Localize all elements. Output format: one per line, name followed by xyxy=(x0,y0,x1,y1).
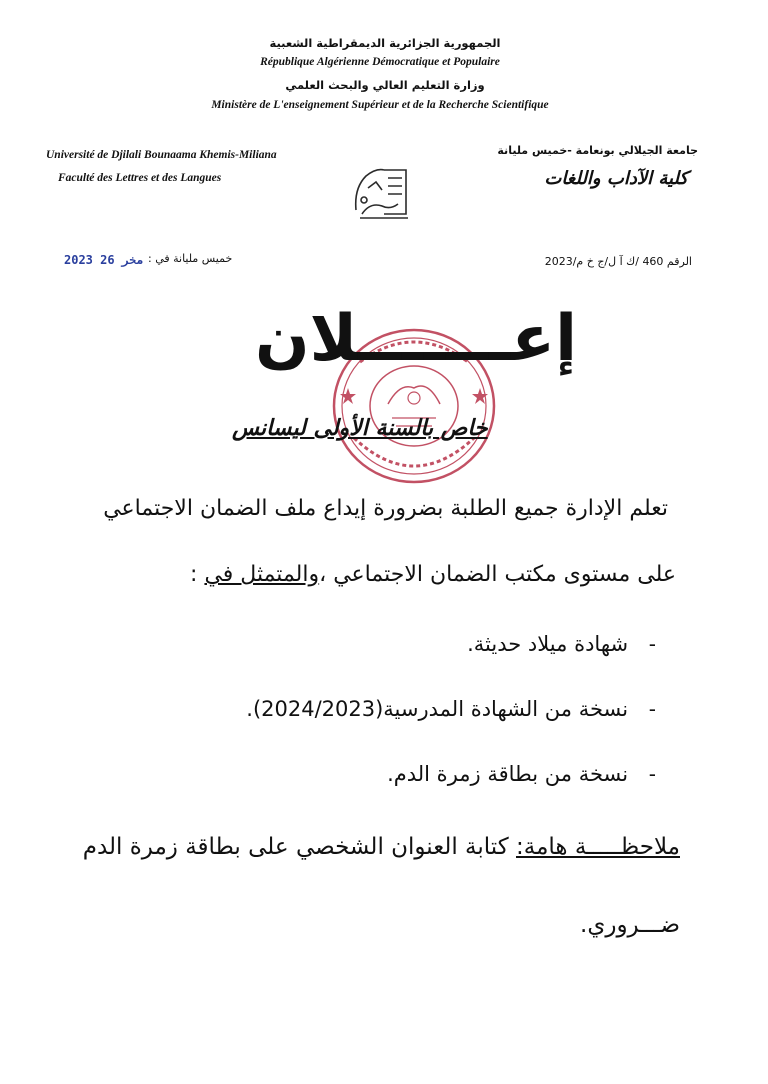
announcement-subtitle: خاص بالسنة الأولى ليسانس xyxy=(232,415,488,441)
reference-number: الرقم 460 /ك آ ل/ج خ م/2023 xyxy=(544,255,692,268)
list-item xyxy=(387,762,656,786)
body-paragraph-1: تعلم الإدارة جميع الطلبة بضرورة إيداع ملف الضمان الاجتماعي xyxy=(103,496,668,521)
list-item xyxy=(246,697,656,721)
republic-fr: République Algérienne Démocratique et Populaire xyxy=(260,56,500,68)
paragraph-2-underlined: والمتمثل في xyxy=(204,562,320,587)
place-date-label: خميس مليانة في : xyxy=(148,252,233,265)
faculty-name-fr: Faculté des Lettres et des Langues xyxy=(58,172,222,184)
list-bullet: - xyxy=(648,762,656,786)
list-bullet: - xyxy=(648,632,656,656)
list-item-text: نسخة من بطاقة زمرة الدم. xyxy=(387,762,629,786)
university-logo-icon xyxy=(346,158,422,226)
list-item xyxy=(467,632,656,656)
paragraph-2-prefix: على مستوى مكتب الضمان الاجتماعي ، xyxy=(319,562,676,587)
paragraph-2-suffix: : xyxy=(190,562,205,587)
list-item-text: شهادة ميلاد حديثة. xyxy=(467,632,629,656)
faculty-name-ar: كلية الآداب واللغات xyxy=(544,168,688,189)
note-text: كتابة العنوان الشخصي على بطاقة زمرة الدم xyxy=(82,834,516,860)
stamp-date: 2023 مخر 26 xyxy=(64,253,144,267)
ministry-fr: Ministère de L'enseignement Supérieur et de la Recherche Scientifique xyxy=(211,99,549,111)
republic-ar: الجمهورية الجزائرية الديمقراطية الشعبية xyxy=(269,36,501,50)
university-name-fr: Université de Djilali Bounaama Khemis-Miliana xyxy=(46,149,277,161)
important-note xyxy=(83,834,680,860)
body-paragraph-2 xyxy=(190,562,676,587)
announcement-title: إعـــــــلان xyxy=(255,302,577,376)
university-name-ar: جامعة الجيلالي بونعامة -خميس مليانة xyxy=(497,144,698,157)
note-end: ضـــروري. xyxy=(580,912,680,938)
list-bullet: - xyxy=(648,697,656,721)
list-item-text: نسخة من الشهادة المدرسية(2024/2023). xyxy=(246,697,629,721)
ministry-ar: وزارة التعليم العالي والبحث العلمي xyxy=(285,78,485,92)
note-label: ملاحظـــــة هامة: xyxy=(516,834,680,860)
